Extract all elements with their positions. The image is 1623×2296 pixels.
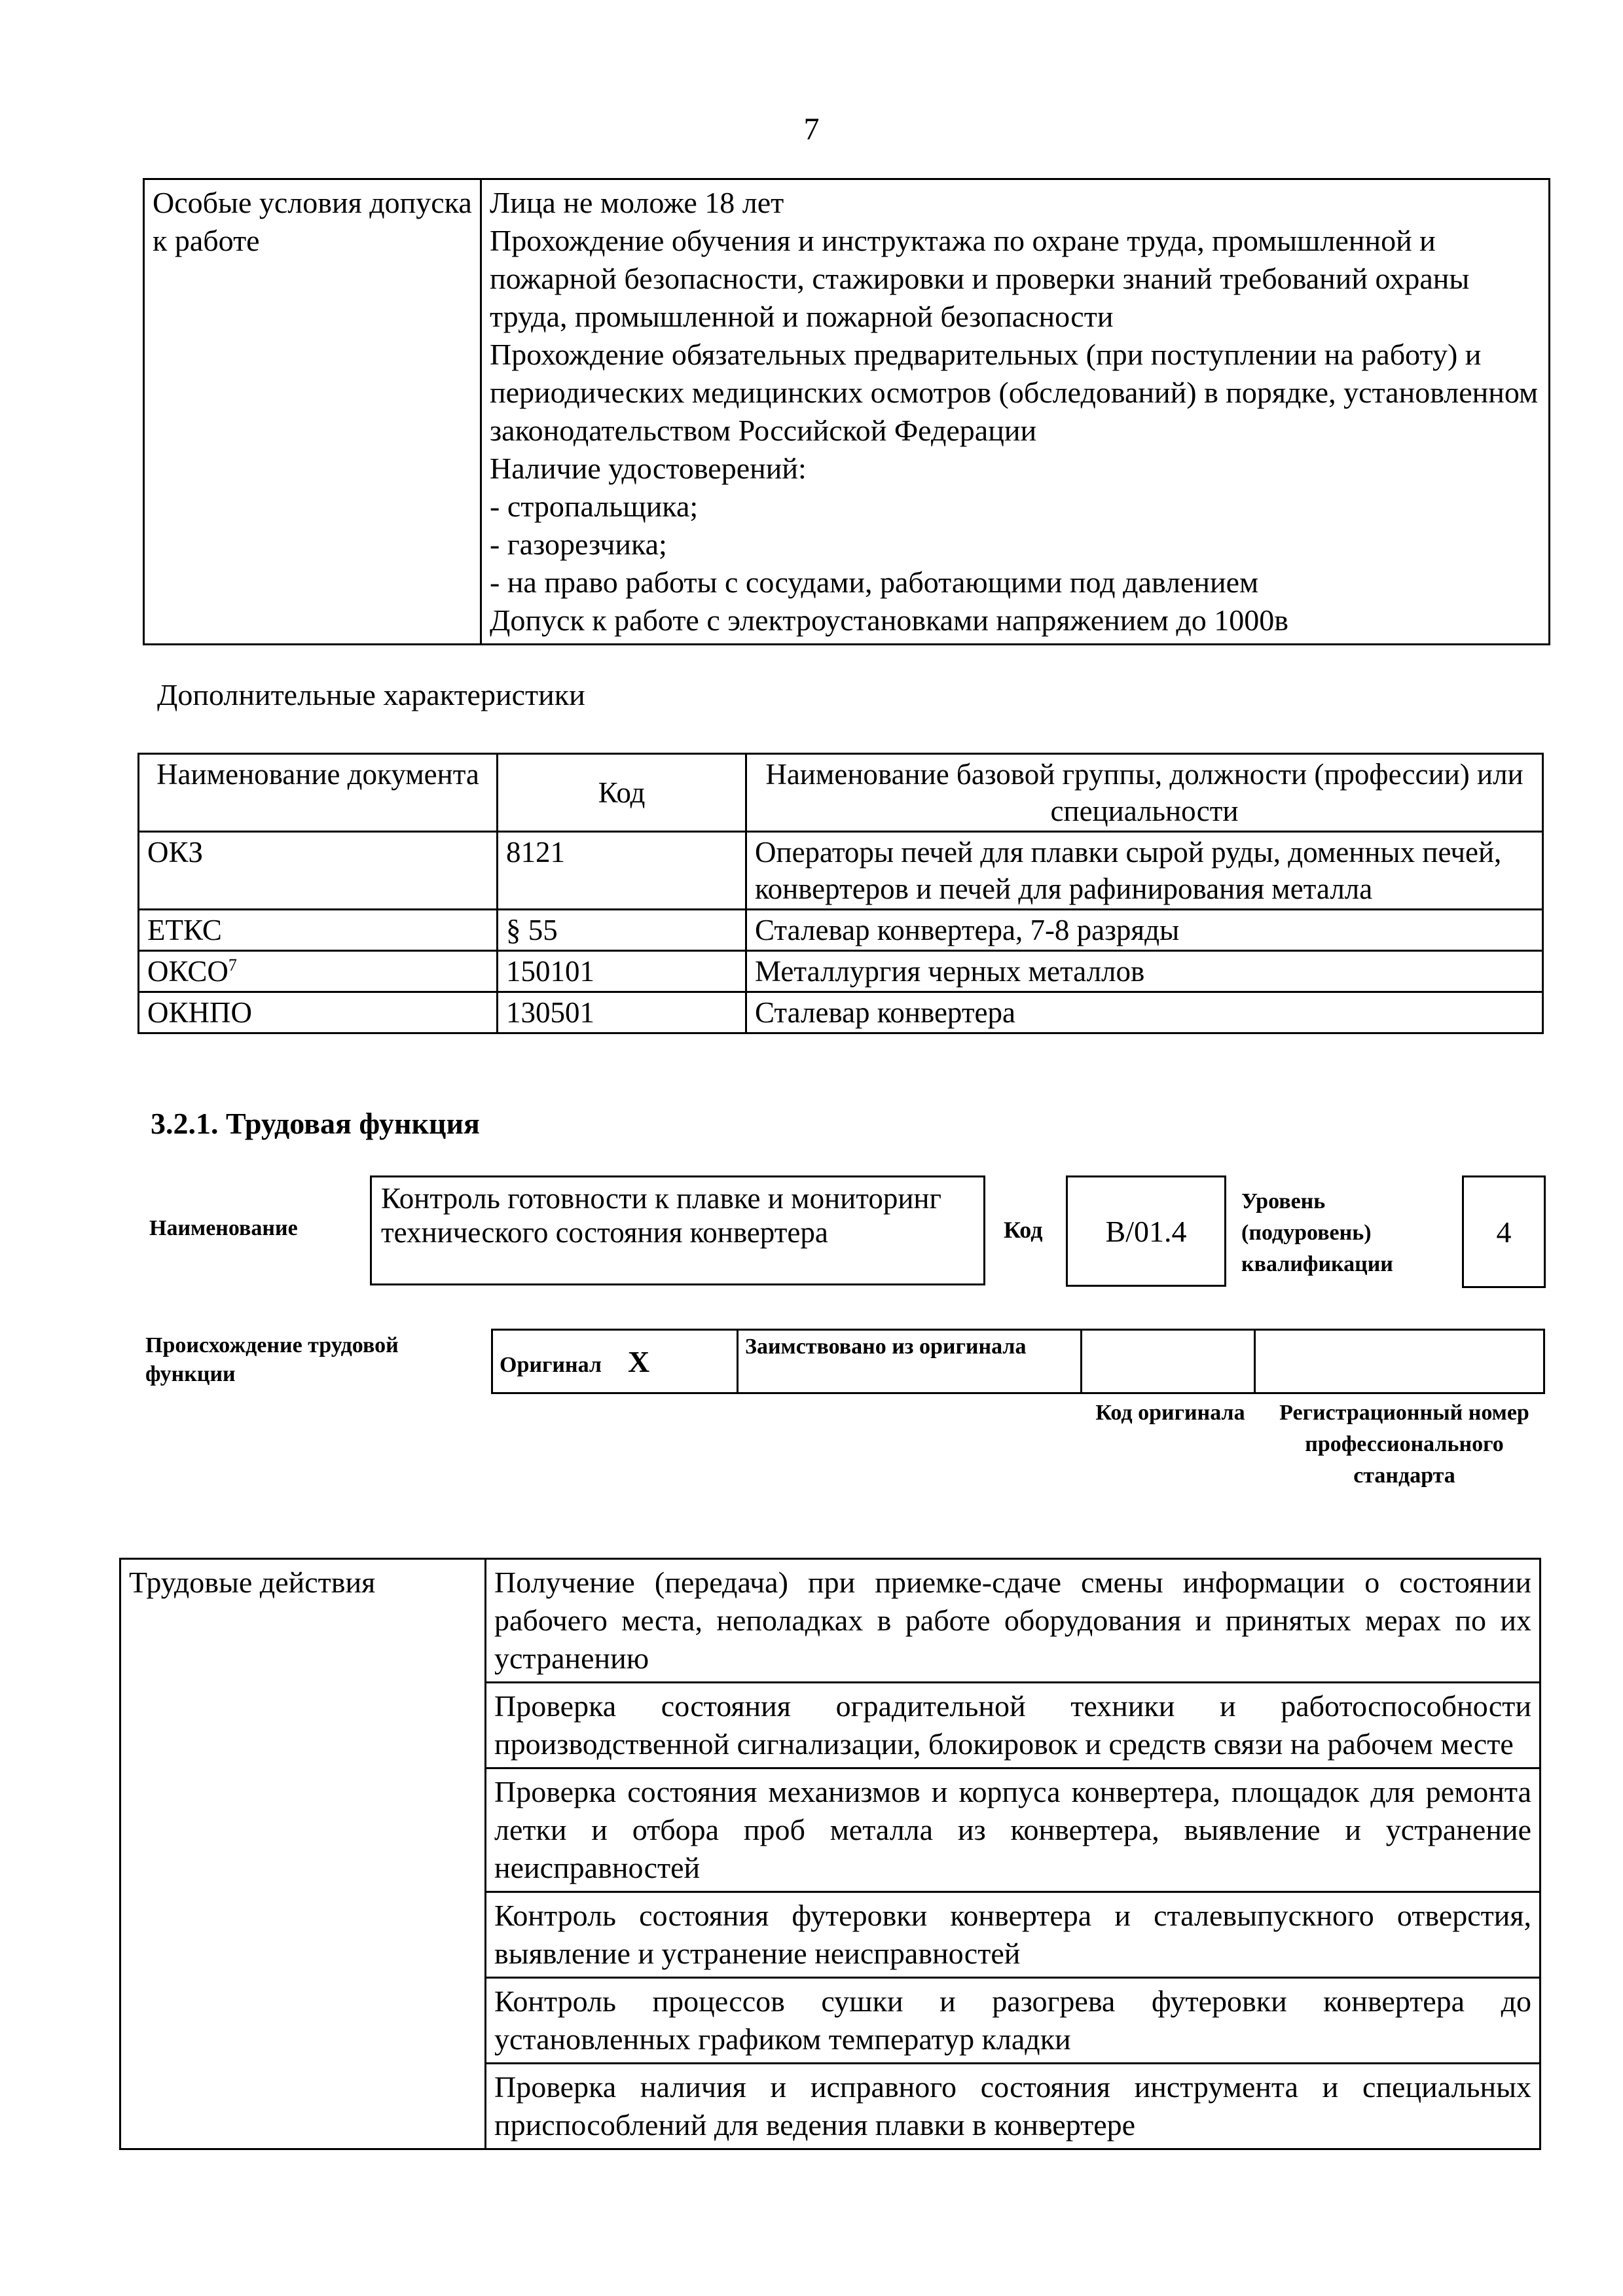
origin-borrowed-cell: Заимствовано из оригинала xyxy=(738,1330,1082,1393)
table-row xyxy=(139,832,1543,910)
origin-reg-caption: Регистрационный номер профессионального стандарта xyxy=(1279,1401,1529,1488)
table-row xyxy=(139,951,1543,992)
code-cell: 150101 xyxy=(498,951,746,992)
action-item: Контроль процессов сушки и разогрева футеровки конвертера до установленных графиком температур кладки xyxy=(486,1978,1541,2064)
function-level-box xyxy=(1462,1175,1546,1288)
action-item: Проверка наличия и исправного состояния инструмента и специальных приспособлений для ведения плавки в конвертере xyxy=(486,2064,1541,2149)
action-item: Контроль состояния футеровки конвертера и сталевыпускного отверстия, выявление и устранение неисправностей xyxy=(486,1892,1541,1978)
level-label-line: (подуровень) xyxy=(1241,1221,1372,1245)
function-code-label: Код xyxy=(1004,1217,1043,1243)
doc-cell: ОКНПО xyxy=(139,992,498,1033)
function-name-label: Наименование xyxy=(149,1216,298,1240)
actions-label: Трудовые действия xyxy=(120,1559,486,2149)
function-code-value: B/01.4 xyxy=(1105,1214,1187,1248)
condition-line: - газорезчика; xyxy=(490,528,667,561)
header-group: Наименование базовой группы, должности (профессии) или специальности xyxy=(746,754,1543,832)
function-level-value: 4 xyxy=(1496,1215,1512,1249)
code-cell: § 55 xyxy=(498,910,746,951)
action-item: Получение (передача) при приемке-сдаче смены информации о состоянии рабочего места, неполадках в работе оборудования и принятых мерах по их устранению xyxy=(486,1559,1541,1683)
origin-table xyxy=(491,1329,1545,1394)
origin-code-caption: Код оригинала xyxy=(1095,1401,1245,1425)
condition-line: Лица не моложе 18 лет xyxy=(490,186,784,219)
header-document: Наименование документа xyxy=(139,754,498,832)
function-name-box: Контроль готовности к плавке и мониторинг технического состояния конвертера xyxy=(370,1175,985,1285)
condition-line: Наличие удостоверений: xyxy=(490,452,807,485)
code-cell: 130501 xyxy=(498,992,746,1033)
section-title: 3.2.1. Трудовая функция xyxy=(151,1107,480,1140)
page-number: 7 xyxy=(803,112,820,147)
origin-code-cell xyxy=(1082,1330,1255,1393)
code-cell: 8121 xyxy=(498,832,746,910)
condition-line: Прохождение обучения и инструктажа по охране труда, промышленной и пожарной безопасности, стажировки и проверки знаний требований охраны труда, промышленной и пожарной безопасности xyxy=(490,224,1470,333)
function-level-label xyxy=(1241,1186,1393,1280)
conditions-content xyxy=(481,179,1550,645)
condition-line: Прохождение обязательных предварительных (при поступлении на работу) и периодических медицинских осмотров (обследований) в порядке, установленном законодательством Российской Федерации xyxy=(490,338,1539,447)
name-cell: Сталевар конвертера xyxy=(746,992,1543,1033)
function-code-box xyxy=(1066,1175,1226,1287)
doc-cell xyxy=(139,951,498,992)
action-item: Проверка состояния оградительной техники и работоспособности производственной сигнализации, блокировок и средств связи на рабочем месте xyxy=(486,1683,1541,1768)
name-cell: Сталевар конвертера, 7-8 разряды xyxy=(746,910,1543,951)
action-item: Проверка состояния механизмов и корпуса конвертера, площадок для ремонта летки и отбора проб металла из конвертера, выявление и устранение неисправностей xyxy=(486,1768,1541,1892)
origin-reg-cell xyxy=(1255,1330,1544,1393)
origin-mark: X xyxy=(627,1344,650,1378)
table-row xyxy=(139,910,1543,951)
condition-line: - стропальщика; xyxy=(490,490,699,523)
condition-line: - на право работы с сосудами, работающими под давлением xyxy=(490,565,1259,599)
level-label-line: Уровень xyxy=(1241,1189,1326,1213)
origin-original-cell xyxy=(492,1330,738,1393)
header-code: Код xyxy=(498,754,746,832)
actions-table xyxy=(119,1558,1541,2150)
doc-cell: ЕТКС xyxy=(139,910,498,951)
additional-title: Дополнительные характеристики xyxy=(157,678,585,711)
origin-label: Происхождение трудовой функции xyxy=(145,1333,399,1386)
conditions-table xyxy=(143,178,1550,645)
name-cell: Операторы печей для плавки сырой руды, доменных печей, конвертеров и печей для рафинирования металла xyxy=(746,832,1543,910)
level-label-line: квалификации xyxy=(1241,1252,1393,1276)
origin-original-label: Оригинал xyxy=(500,1352,602,1377)
doc-text: ОКСО xyxy=(147,955,228,988)
footnote-marker: 7 xyxy=(228,956,237,975)
name-cell: Металлургия черных металлов xyxy=(746,951,1543,992)
additional-table xyxy=(137,753,1544,1034)
conditions-label: Особые условия допуска к работе xyxy=(144,179,481,645)
table-row xyxy=(139,992,1543,1033)
doc-cell: ОКЗ xyxy=(139,832,498,910)
condition-line: Допуск к работе с электроустановками напряжением до 1000в xyxy=(490,603,1289,637)
